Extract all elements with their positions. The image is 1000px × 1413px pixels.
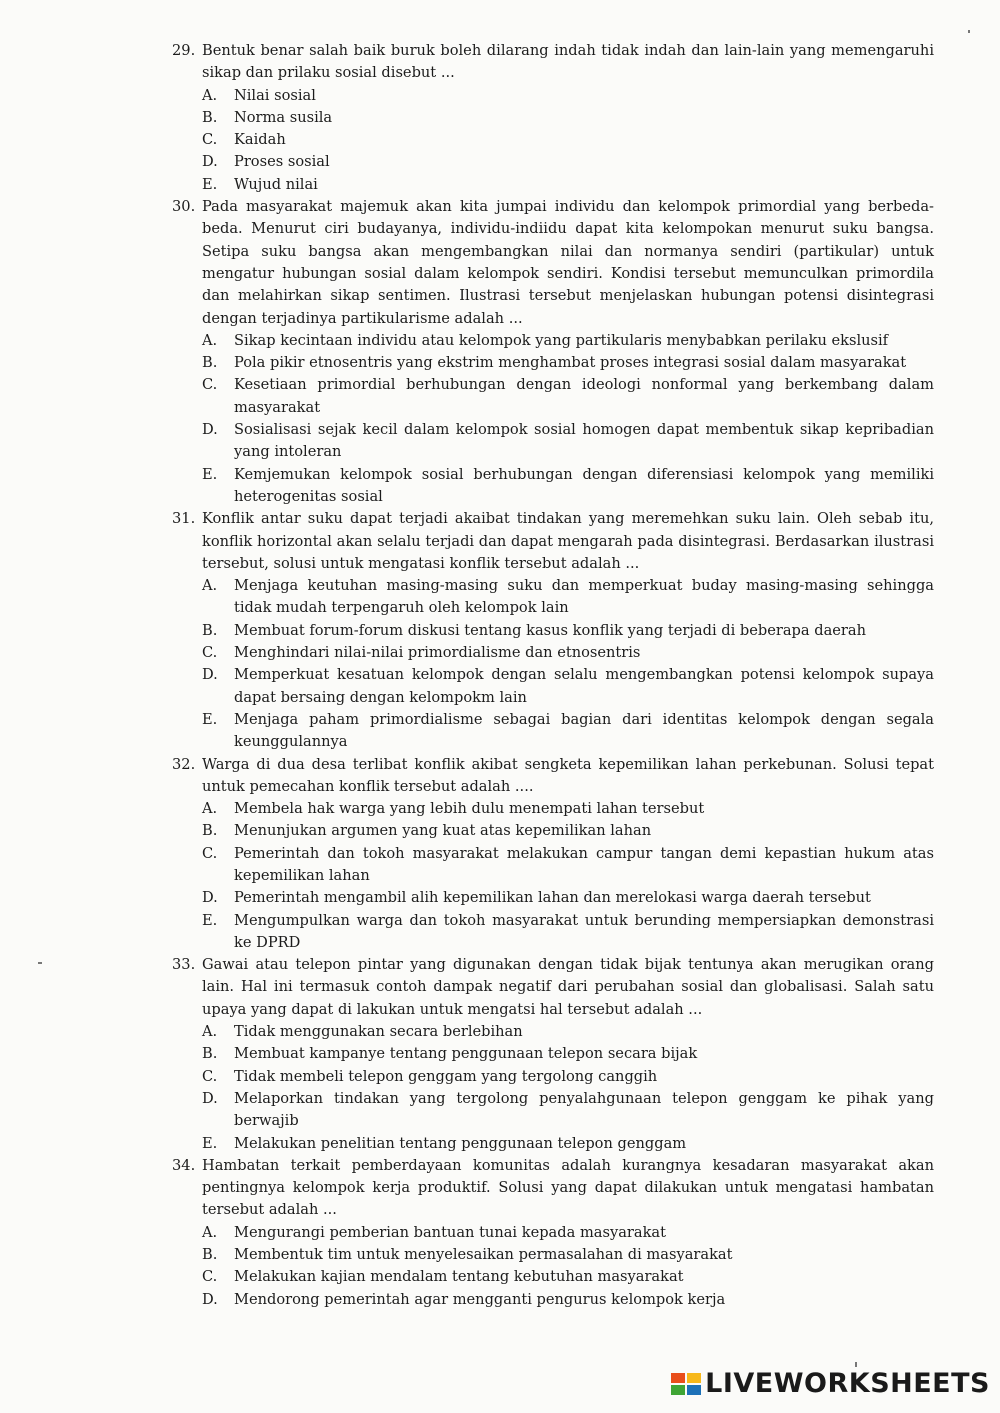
option-a[interactable] [202, 330, 934, 352]
option-letter: B. [202, 822, 218, 840]
option-letter: A. [202, 1223, 218, 1241]
option-c[interactable] [202, 843, 934, 888]
option-b[interactable] [202, 620, 934, 642]
watermark-text: LIVEWORKSHEETS [705, 1368, 990, 1399]
option-a[interactable] [202, 85, 934, 107]
option-e[interactable] [202, 174, 934, 196]
question-text: Warga di dua desa terlibat konflik akibat sengketa kepemilikan lahan perkebunan. Solusi tepat untuk pemecahan konflik tersebut adalah .... [202, 755, 934, 795]
option-c[interactable] [202, 642, 934, 664]
option-text: Sikap kecintaan individu atau kelompok yang partikularis menybabkan perilaku ekslusif [234, 331, 889, 349]
option-text: Pola pikir etnosentris yang ekstrim menghambat proses integrasi sosial dalam masyarakat [234, 354, 907, 372]
option-letter: E. [202, 710, 218, 728]
option-text: Pemerintah mengambil alih kepemilikan lahan dan merelokasi warga daerah tersebut [234, 889, 871, 907]
option-a[interactable] [202, 798, 934, 820]
option-e[interactable] [202, 464, 934, 509]
option-letter: D. [202, 1290, 218, 1308]
option-letter: D. [202, 153, 218, 171]
logo-square [687, 1373, 701, 1383]
option-text: Membuat forum-forum diskusi tentang kasus konflik yang terjadi di beberapa daerah [234, 621, 866, 639]
question-30 [172, 196, 934, 508]
option-text: Mendorong pemerintah agar mengganti pengurus kelompok kerja [234, 1290, 726, 1308]
question-34 [172, 1155, 934, 1311]
option-e[interactable] [202, 709, 934, 754]
option-text: Kemjemukan kelompok sosial berhubungan dengan diferensiasi kelompok yang memiliki heterogenitas sosial [234, 465, 934, 505]
option-text: Menjaga keutuhan masing-masing suku dan memperkuat buday masing-masing sehingga tidak mudah terpengaruh oleh kelompok lain [234, 577, 934, 617]
option-letter: D. [202, 421, 218, 439]
logo-square [671, 1373, 685, 1383]
option-letter: B. [202, 1045, 218, 1063]
option-letter: A. [202, 331, 218, 349]
option-text: Menjaga paham primordialisme sebagai bagian dari identitas kelompok dengan segala keunggulannya [234, 710, 934, 751]
question-text: Gawai atau telepon pintar yang digunakan dengan tidak bijak tentunya akan merugikan orang lain. Hal ini termasuk contoh dampak negatif dari perubahan sosial dan globalisasi. Salah satu upaya yang dapat di lakukan untuk mengatsi hal tersebut adalah ... [202, 956, 934, 1018]
option-text: Tidak membeli telepon genggam yang tergolong canggih [234, 1067, 658, 1085]
option-text: Kaidah [234, 131, 286, 149]
option-d[interactable] [202, 664, 934, 709]
option-list [172, 1021, 934, 1155]
option-text: Proses sosial [234, 153, 330, 171]
option-text: Sosialisasi sejak kecil dalam kelompok sosial homogen dapat membentuk sikap kepribadian yang intoleran [234, 421, 934, 461]
option-list [172, 330, 934, 508]
option-letter: D. [202, 666, 218, 684]
option-letter: A. [202, 86, 218, 104]
scan-speck [38, 962, 42, 964]
option-a[interactable] [202, 575, 934, 620]
option-letter: B. [202, 1246, 218, 1264]
option-letter: C. [202, 376, 218, 394]
option-letter: E. [202, 465, 218, 483]
option-text: Menunjukan argumen yang kuat atas kepemilikan lahan [234, 822, 652, 840]
option-text: Melakukan penelitian tentang penggunaan telepon genggam [234, 1134, 687, 1152]
option-letter: E. [202, 911, 218, 929]
option-text: Kesetiaan primordial berhubungan dengan ideologi nonformal yang berkembang dalam masyarakat [234, 376, 934, 416]
logo-square [671, 1385, 685, 1395]
option-d[interactable] [202, 887, 934, 909]
option-a[interactable] [202, 1222, 934, 1244]
question-number: 30. [172, 198, 196, 216]
question-number: 33. [172, 956, 196, 974]
question-text: Konflik antar suku dapat terjadi akaibat tindakan yang meremehkan suku lain. Oleh sebab itu, konflik horizontal akan selalu terjadi dan dapat mengarah pada disintegrasi. Berdasarkan ilustrasi tersebut, solusi untuk mengatasi konflik tersebut adalah ... [202, 510, 934, 572]
question-text: Bentuk benar salah baik buruk boleh dilarang indah tidak indah dan lain-lain yang memengaruhi sikap dan prilaku sosial disebut ... [202, 42, 934, 82]
option-text: Norma susila [234, 108, 333, 126]
option-d[interactable] [202, 151, 934, 173]
question-number: 29. [172, 42, 196, 59]
option-b[interactable] [202, 352, 934, 374]
question-number: 34. [172, 1156, 196, 1174]
option-letter: B. [202, 354, 218, 372]
option-letter: B. [202, 621, 218, 639]
option-letter: C. [202, 844, 218, 862]
option-text: Nilai sosial [234, 86, 316, 104]
option-e[interactable] [202, 1133, 934, 1155]
liveworksheets-logo-icon [671, 1373, 701, 1395]
option-list [172, 798, 934, 954]
option-letter: D. [202, 1089, 218, 1107]
question-list [172, 40, 934, 1311]
option-text: Tidak menggunakan secara berlebihan [234, 1023, 523, 1041]
option-letter: C. [202, 644, 218, 662]
option-letter: C. [202, 1067, 218, 1085]
scan-speck [855, 1362, 857, 1367]
option-letter: E. [202, 175, 218, 193]
option-c[interactable] [202, 374, 934, 419]
question-number: 31. [172, 510, 196, 528]
option-b[interactable] [202, 1244, 934, 1266]
option-text: Membentuk tim untuk menyelesaikan permasalahan di masyarakat [234, 1246, 733, 1264]
option-letter: A. [202, 577, 218, 595]
question-text: Pada masyarakat majemuk akan kita jumpai individu dan kelompok primordial yang berbeda-beda. Menurut ciri budayanya, individu-indiidu dapat kita kelompokan menurut suku bangsa. Setipa suku bangsa akan mengembangkan nilai dan normanya sendiri (partikular) untuk mengatur hubungan sosial dalam kelompok sendiri. Kondisi tersebut memunculkan primordila dan melahirkan sikap sentimen. Ilustrasi tersebut menjelaskan hubungan potensi disintegrasi dengan terjadinya partikularisme adalah ... [202, 198, 934, 327]
option-text: Pemerintah dan tokoh masyarakat melakukan campur tangan demi kepastian hukum atas kepemilikan lahan [234, 844, 934, 884]
liveworksheets-watermark [671, 1368, 990, 1399]
option-b[interactable] [202, 820, 934, 842]
option-text: Memperkuat kesatuan kelompok dengan selalu mengembangkan potensi kelompok supaya dapat bersaing dengan kelompokm lain [234, 666, 934, 706]
option-text: Mengurangi pemberian bantuan tunai kepada masyarakat [234, 1223, 666, 1241]
question-33 [172, 954, 934, 1155]
option-c[interactable] [202, 129, 934, 151]
question-number: 32. [172, 755, 196, 773]
question-29 [172, 40, 934, 196]
option-text: Mengumpulkan warga dan tokoh masyarakat untuk berunding mempersiapkan demonstrasi ke DPRD [234, 911, 934, 951]
option-text: Membela hak warga yang lebih dulu menempati lahan tersebut [234, 800, 705, 818]
option-text: Menghindari nilai-nilai primordialisme dan etnosentris [234, 644, 641, 662]
option-b[interactable] [202, 1043, 934, 1065]
option-text: Membuat kampanye tentang penggunaan telepon secara bijak [234, 1045, 698, 1063]
option-d[interactable] [202, 1088, 934, 1133]
option-text: Wujud nilai [234, 175, 318, 193]
option-b[interactable] [202, 107, 934, 129]
option-a[interactable] [202, 1021, 934, 1043]
scan-speck [968, 30, 970, 33]
option-text: Melaporkan tindakan yang tergolong penyalahgunaan telepon genggam ke pihak yang berwajib [234, 1089, 934, 1130]
question-31 [172, 508, 934, 753]
option-d[interactable] [202, 1289, 934, 1311]
option-letter: A. [202, 1023, 218, 1041]
option-list [172, 85, 934, 196]
question-text: Hambatan terkait pemberdayaan komunitas adalah kurangnya kesadaran masyarakat akan pentingnya kelompok kerja produktif. Solusi yang dapat dilakukan untuk mengatasi hambatan tersebut adalah ... [202, 1156, 934, 1219]
option-text: Melakukan kajian mendalam tentang kebutuhan masyarakat [234, 1268, 684, 1286]
option-letter: C. [202, 131, 218, 149]
option-list [172, 1222, 934, 1311]
option-letter: B. [202, 108, 218, 126]
option-c[interactable] [202, 1066, 934, 1088]
option-letter: E. [202, 1134, 218, 1152]
option-list [172, 575, 934, 753]
logo-square [687, 1385, 701, 1395]
option-d[interactable] [202, 419, 934, 464]
question-32 [172, 754, 934, 955]
option-c[interactable] [202, 1266, 934, 1288]
option-letter: A. [202, 800, 218, 818]
option-letter: D. [202, 889, 218, 907]
option-e[interactable] [202, 910, 934, 955]
option-letter: C. [202, 1268, 218, 1286]
